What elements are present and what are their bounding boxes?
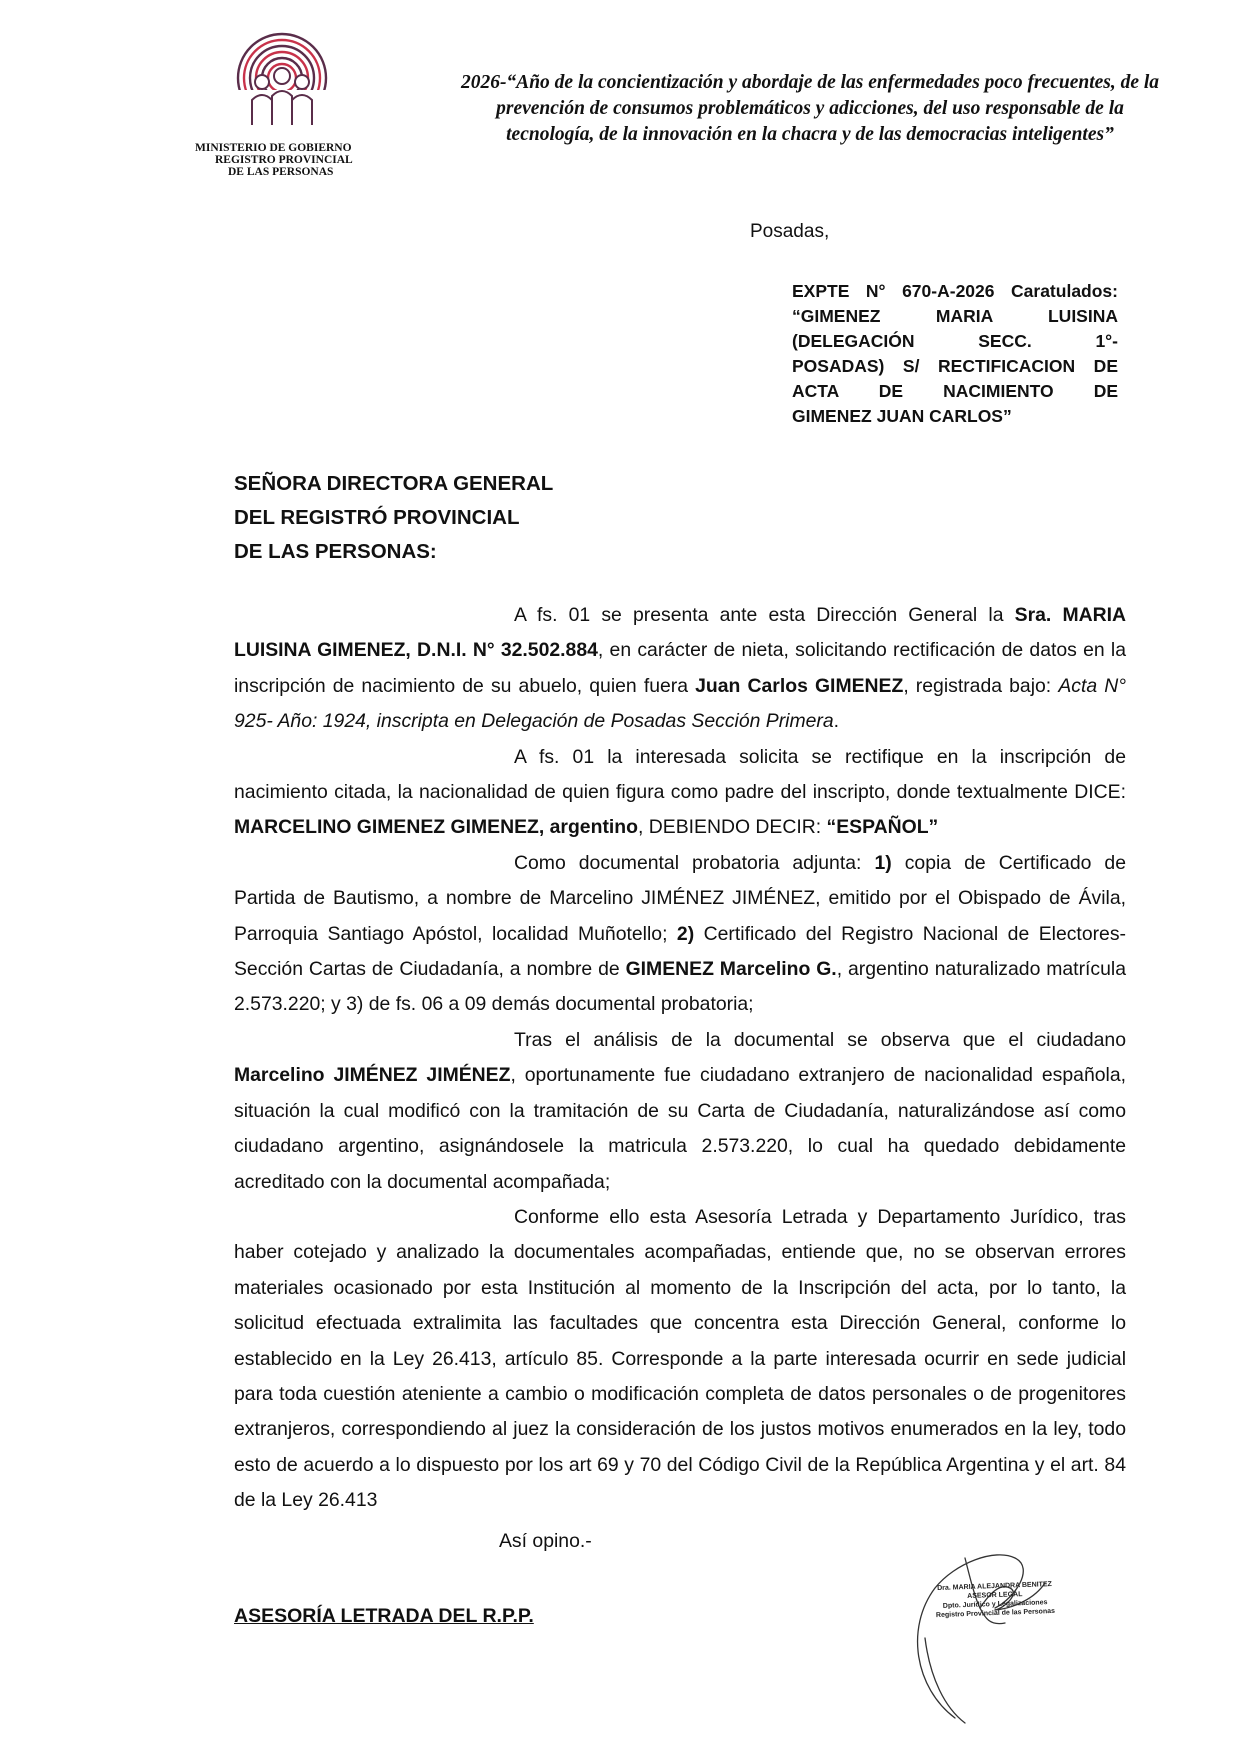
stamp-line: Dpto. Jurídico y Legalizaciones [942, 1599, 1048, 1610]
org-line-1: MINISTERIO DE GOBIERNO [195, 142, 352, 154]
text-run: copia de Certificado de Partida de Bautismo, a nombre de Marcelino JIMÉNEZ JIMÉNEZ, emitido por el Obispado de Ávila, Parroquia Santiago Apóstol, localidad Muñotello; [234, 851, 1126, 945]
text-run: A fs. 01 la interesada solicita se rectifique en la inscripción de nacimiento citada, la nacionalidad de quien figura como padre del inscripto, donde textualmente DICE: [234, 745, 1126, 804]
org-line-3: DE LAS PERSONAS [228, 166, 334, 178]
paragraph-1 [234, 598, 1126, 740]
text-run: , DEBIENDO DECIR: [637, 816, 827, 839]
stamp-line: ASESOR LEGAL [967, 1591, 1023, 1600]
ministry-fingerprint-logo-icon [232, 30, 332, 140]
text-run: , en carácter de nieta, solicitando rectificación de datos en la inscripción de nacimiento de su abuelo, quien fuera [234, 639, 1126, 697]
addressee-line: DEL REGISTRÓ PROVINCIAL [234, 506, 520, 529]
organization-name [190, 142, 380, 178]
caption-line: EXPTE N° 670-A-2026 Caratulados: [792, 281, 1118, 301]
addressee-line: SEÑORA DIRECTORA GENERAL [234, 472, 554, 495]
motto-line-1: 2026-“Año de la concientización y abordaje de las enfermedades poco frecuentes, de la [460, 72, 1160, 93]
handwritten-signature-icon [895, 1538, 1075, 1728]
year-motto [420, 70, 1200, 148]
org-line-2: REGISTRO PROVINCIAL [215, 154, 353, 166]
motto-line-3: tecnología, de la innovación en la chacra y de las democracias inteligentes” [506, 124, 1114, 145]
stamp-line: Dra. MARIA ALEJANDRA BENITEZ [937, 1581, 1052, 1593]
current-value: MARCELINO GIMENEZ GIMENEZ, argentino [234, 816, 638, 839]
text-run: Certificado del Registro Nacional de Electores- Sección Cartas de Ciudadanía, a nombre de [234, 922, 1126, 981]
requested-value: “ESPAÑOL” [826, 816, 939, 839]
applicant-name: Sra. MARIA LUISINA GIMENEZ, D.N.I. N° 32.502.884 [234, 604, 1126, 662]
text-run: Como documental probatoria adjunta: [514, 851, 875, 874]
paragraph-4 [234, 1023, 1126, 1200]
text-run: , oportunamente fue ciudadano extranjero de nacionalidad española, situación la cual modificó con la tramitación de su Carta de Ciudadanía, naturalizándose así como ciudadano argentino, asignándosele la matricula 2.573.220, lo cual ha quedado debidamente acreditado con la documental acompañada; [234, 1064, 1126, 1193]
text-run: Tras el análisis de la documental se observa que el ciudadano [514, 1028, 1126, 1051]
registrant-name: Juan Carlos GIMENEZ [695, 674, 904, 697]
item-number: 2) [676, 922, 695, 945]
addressee-line: DE LAS PERSONAS: [234, 540, 437, 563]
legal-advisor-stamp [929, 1580, 1060, 1621]
closing-opinion: Así opino.- [499, 1530, 592, 1552]
certificate-name: GIMENEZ Marcelino G. [625, 958, 837, 981]
caption-line: ACTA DE NACIMIENTO DE [792, 381, 1118, 401]
caption-line: “GIMENEZ MARIA LUISINA [792, 306, 1118, 326]
text-run: . [833, 710, 840, 733]
place-date: Posadas, [750, 221, 830, 242]
stamp-line: Registro Provincial de las Personas [935, 1607, 1056, 1620]
text-run: , registrada bajo: [903, 674, 1059, 697]
paragraph-3 [234, 846, 1126, 1023]
caption-line: GIMENEZ JUAN CARLOS” [792, 406, 1012, 426]
legal-office-title: ASESORÍA LETRADA DEL R.P.P. [234, 1605, 534, 1627]
text-run: , argentino naturalizado matrícula 2.573.220; y 3) de fs. 06 a 09 demás documental probatoria; [234, 958, 1126, 1016]
item-number: 1) [874, 851, 892, 874]
case-caption [792, 279, 1118, 429]
caption-line: (DELEGACIÓN SECC. 1°- [792, 331, 1118, 351]
caption-line: POSADAS) S/ RECTIFICACION DE [792, 356, 1118, 376]
citizen-name: Marcelino JIMÉNEZ JIMÉNEZ [234, 1064, 511, 1087]
text-run: A fs. 01 se presenta ante esta Dirección General la [514, 604, 1015, 626]
document-body [234, 598, 1126, 1519]
act-reference: Acta N° 925- Año: 1924, inscripta en Delegación de Posadas Sección Primera [234, 674, 1126, 733]
paragraph-2 [234, 740, 1126, 846]
motto-line-2: prevención de consumos problemáticos y adicciones, del uso responsable de la [496, 98, 1124, 119]
paragraph-5 [234, 1200, 1126, 1519]
text-run: Conforme ello esta Asesoría Letrada y Departamento Jurídico, tras haber cotejado y analizado la documentales acompañadas, entiende que, no se observan errores materiales ocasionado por esta Institución al momento de la Inscripción del acta, por lo tanto, la solicitud efectuada extralimita las facultades que concentra esta Dirección General, conforme lo establecido en la Ley 26.413, artículo 85. Corresponde a la parte interesada ocurrir en sede judicial para toda cuestión ateniente a cambio o modificación completa de datos personales o de progenitores extranjeros, correspondiendo al juez la consideración de los justos motivos enumerados en la ley, todo esto de acuerdo a lo dispuesto por los art 69 y 70 del Código Civil de la República Argentina y el art. 84 de la Ley 26.413 [234, 1205, 1126, 1512]
addressee [234, 467, 553, 569]
